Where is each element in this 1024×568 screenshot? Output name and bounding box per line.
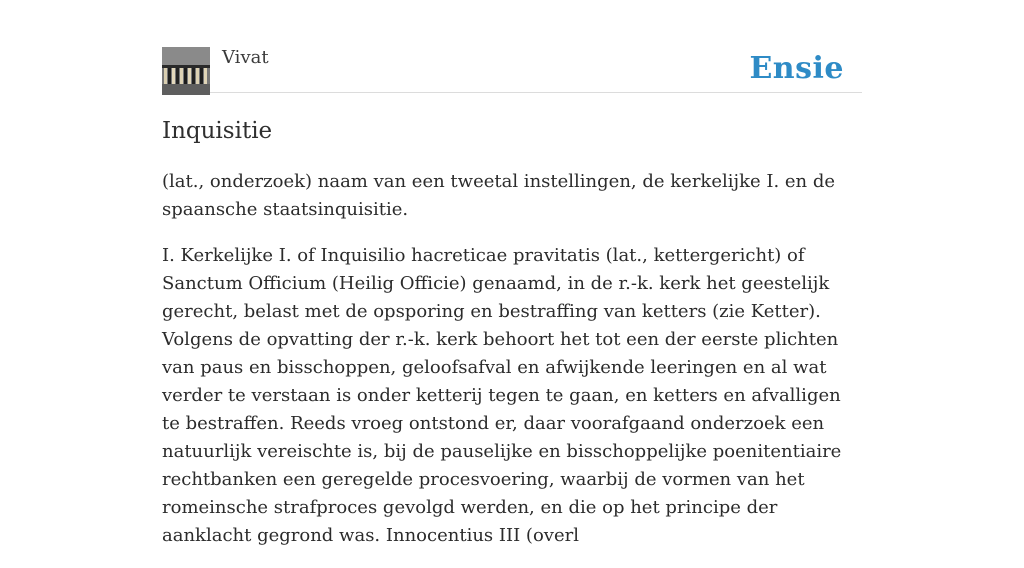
article-title: Inquisitie	[162, 118, 273, 144]
article-paragraph-kerkelijke: I. Kerkelijke I. of Inquisilio hacreticae pravitatis (lat., kettergericht) of Sanctum Officium (Heilig Officie) genaamd, in de r.-k. kerk het geestelijk gerecht, belast met de opsporing en bestraffing van ketters (zie Ketter). Volgens de opvatting der r.-k. kerk behoort het tot een der eerste plichten van paus en bisschoppen, geloofsafval en afwijkende leeringen en al wat verder te verstaan is onder ketterij tegen te gaan, en ketters en afvalligen te bestraffen. Reeds vroeg ontstond er, daar voorafgaand onderzoek een natuurlijk vereischte is, bij de pauselijke en bisschoppelijke poenitentiaire rechtbanken een geregelde procesvoering, waarbij de vormen van het romeinsche strafproces gevolgd werden, en die op het principe der aanklacht gegrond was. Innocentius III (overl	[162, 245, 842, 546]
ensie-logo-link[interactable]: Ensie	[749, 51, 844, 86]
source-name[interactable]: Vivat	[222, 47, 269, 68]
book-spines-avatar-icon[interactable]	[162, 47, 210, 95]
site-header	[162, 46, 862, 93]
article-paragraph-intro: (lat., onderzoek) naam van een tweetal instellingen, de kerkelijke I. en de spaansche staatsinquisitie.	[162, 171, 836, 220]
article-body	[162, 168, 862, 568]
